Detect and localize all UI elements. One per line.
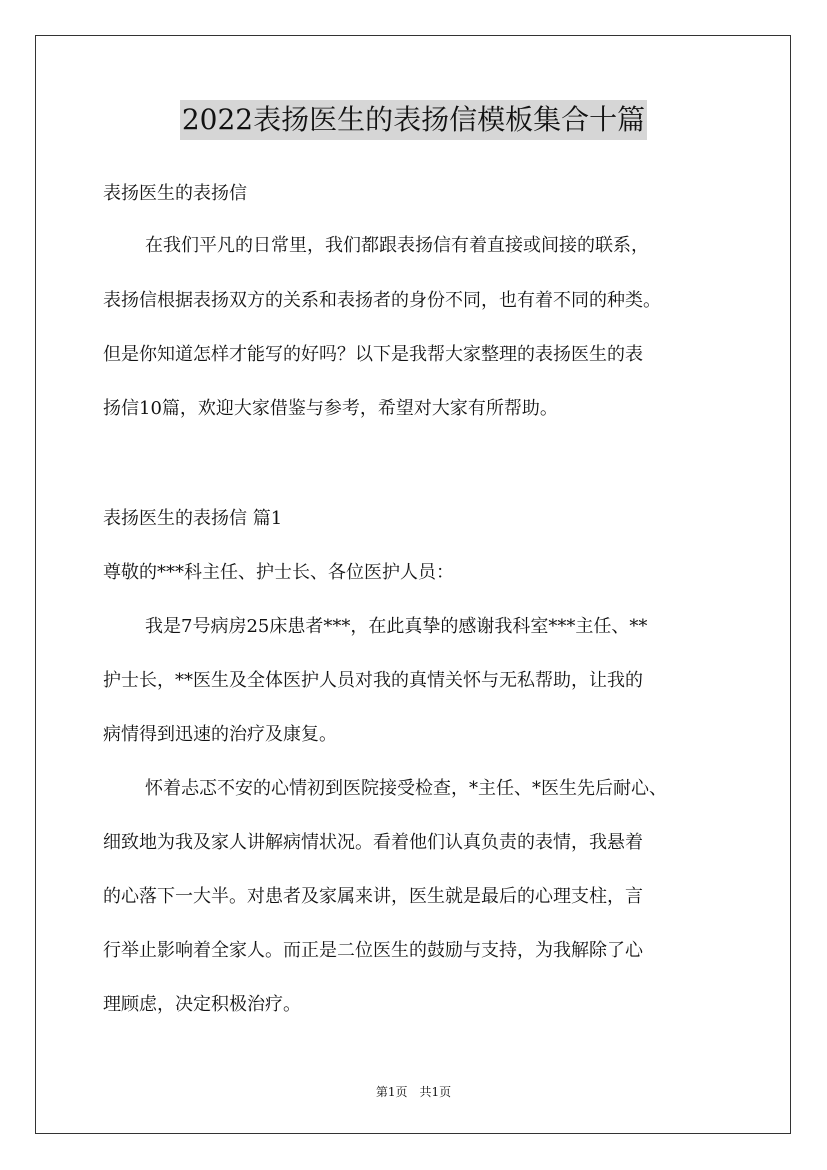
paragraph1-line-3: 病情得到迅速的治疗及康复。 [103, 724, 337, 745]
intro-line-1: 在我们平凡的日常里，我们都跟表扬信有着直接或间接的联系， [145, 235, 649, 256]
paragraph2-line-2: 细致地为我及家人讲解病情状况。看着他们认真负责的表情，我悬着 [103, 832, 643, 853]
page-number-footer: 第1页 共1页 [375, 1085, 452, 1099]
article-heading: 表扬医生的表扬信 篇1 [103, 508, 283, 529]
intro-line-3: 但是你知道怎样才能写的好吗？以下是我帮大家整理的表扬医生的表 [103, 344, 643, 365]
paragraph1-line-2: 护士长，**医生及全体医护人员对我的真情关怀与无私帮助，让我的 [103, 670, 643, 691]
intro-line-2: 表扬信根据表扬双方的关系和表扬者的身份不同，也有着不同的种类。 [103, 290, 661, 311]
paragraph1-line-1: 我是7号病房25床患者***，在此真挚的感谢我科室***主任、** [145, 616, 648, 637]
paragraph2-line-5: 理顾虑，决定积极治疗。 [103, 994, 301, 1015]
section-heading: 表扬医生的表扬信 [103, 183, 247, 204]
paragraph2-line-4: 行举止影响着全家人。而正是二位医生的鼓励与支持，为我解除了心 [103, 940, 643, 961]
document-title: 2022表扬医生的表扬信模板集合十篇 [180, 100, 647, 140]
paragraph2-line-3: 的心落下一大半。对患者及家属来讲，医生就是最后的心理支柱，言 [103, 886, 643, 907]
salutation: 尊敬的***科主任、护士长、各位医护人员： [103, 562, 454, 583]
intro-line-4: 扬信10篇，欢迎大家借鉴与参考，希望对大家有所帮助。 [103, 398, 558, 419]
paragraph2-line-1: 怀着忐忑不安的心情初到医院接受检查，*主任、*医生先后耐心、 [145, 778, 667, 799]
title-container [0, 100, 827, 140]
